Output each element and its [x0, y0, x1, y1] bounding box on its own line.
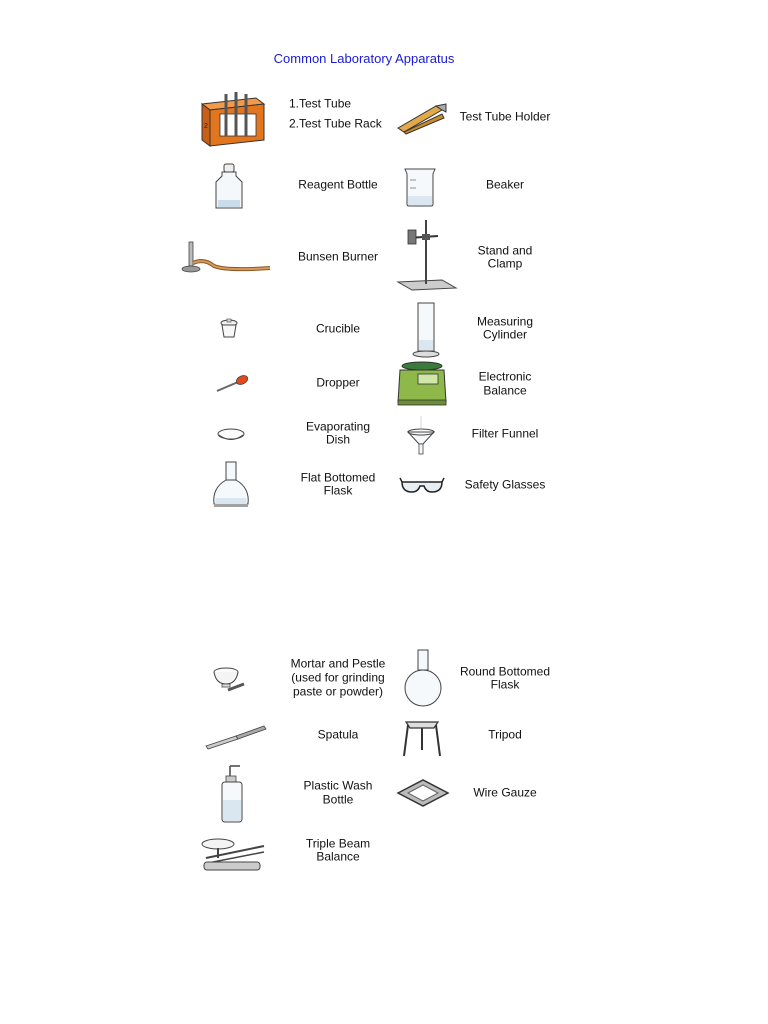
reagent-bottle-icon [212, 162, 246, 212]
plastic-wash-bottle-label-line2: Bottle [322, 792, 354, 807]
round-bottomed-flask-icon [402, 648, 444, 710]
plastic-wash-bottle-label-line1: Plastic Wash [303, 778, 373, 793]
crucible-label: Crucible [315, 321, 361, 336]
beaker-icon [402, 166, 438, 208]
stand-and-clamp-label-line1: Stand and [477, 243, 533, 258]
triple-beam-balance-label-line1: Triple Beam [305, 836, 371, 851]
evaporating-dish-label-line2: Dish [325, 432, 351, 447]
wire-gauze-label: Wire Gauze [473, 785, 537, 800]
reagent-bottle-label: Reagent Bottle [298, 177, 378, 192]
stand-and-clamp-icon [394, 218, 460, 292]
beaker-label: Beaker [485, 177, 525, 192]
bunsen-burner-icon [180, 238, 272, 276]
mortar-and-pestle-icon [208, 662, 248, 694]
dropper-label: Dropper [316, 375, 360, 390]
measuring-cylinder-icon [410, 300, 442, 360]
safety-glasses-icon [398, 474, 446, 496]
stand-and-clamp-label-line2: Clamp [487, 256, 523, 271]
svg-text:2: 2 [204, 123, 208, 130]
test-tube-holder-label: Test Tube Holder [459, 109, 551, 124]
evaporating-dish-icon [216, 426, 246, 444]
triple-beam-balance-icon [198, 834, 268, 874]
safety-glasses-label: Safety Glasses [464, 477, 546, 492]
triple-beam-balance-label-line2: Balance [316, 849, 360, 864]
test-tube-label: 1.Test Tube [289, 96, 352, 111]
wire-gauze-icon [396, 778, 450, 808]
electronic-balance-icon [394, 360, 450, 408]
electronic-balance-label-line2: Balance [483, 383, 527, 398]
test-tube-rack-icon [196, 90, 272, 150]
dropper-icon [214, 374, 250, 394]
crucible-icon [218, 318, 240, 340]
filter-funnel-icon [404, 414, 438, 456]
spatula-icon [202, 722, 268, 750]
bunsen-burner-label: Bunsen Burner [297, 249, 379, 264]
mortar-and-pestle-label-line2: (used for grinding [291, 670, 385, 685]
measuring-cylinder-label-line2: Cylinder [482, 327, 528, 342]
test-tube-rack-label: 2.Test Tube Rack [289, 116, 382, 131]
electronic-balance-label-line1: Electronic [478, 369, 532, 384]
flat-bottomed-flask-label-line2: Flask [323, 483, 353, 498]
tripod-icon [400, 716, 444, 760]
spatula-label: Spatula [317, 727, 359, 742]
round-bottomed-flask-label-line2: Flask [490, 677, 520, 692]
measuring-cylinder-label-line1: Measuring [476, 314, 534, 329]
filter-funnel-label: Filter Funnel [471, 426, 539, 441]
mortar-and-pestle-label-line1: Mortar and Pestle [290, 656, 386, 671]
flat-bottomed-flask-label-line1: Flat Bottomed [300, 470, 376, 485]
flat-bottomed-flask-icon [210, 460, 252, 512]
mortar-and-pestle-label-line3: paste or powder) [292, 684, 384, 699]
page-title: Common Laboratory Apparatus [273, 51, 455, 66]
round-bottomed-flask-label-line1: Round Bottomed [459, 664, 551, 679]
tripod-label: Tripod [488, 727, 522, 742]
test-tube-holder-icon [396, 100, 448, 136]
plastic-wash-bottle-icon [216, 764, 248, 826]
evaporating-dish-label-line1: Evaporating [305, 419, 371, 434]
